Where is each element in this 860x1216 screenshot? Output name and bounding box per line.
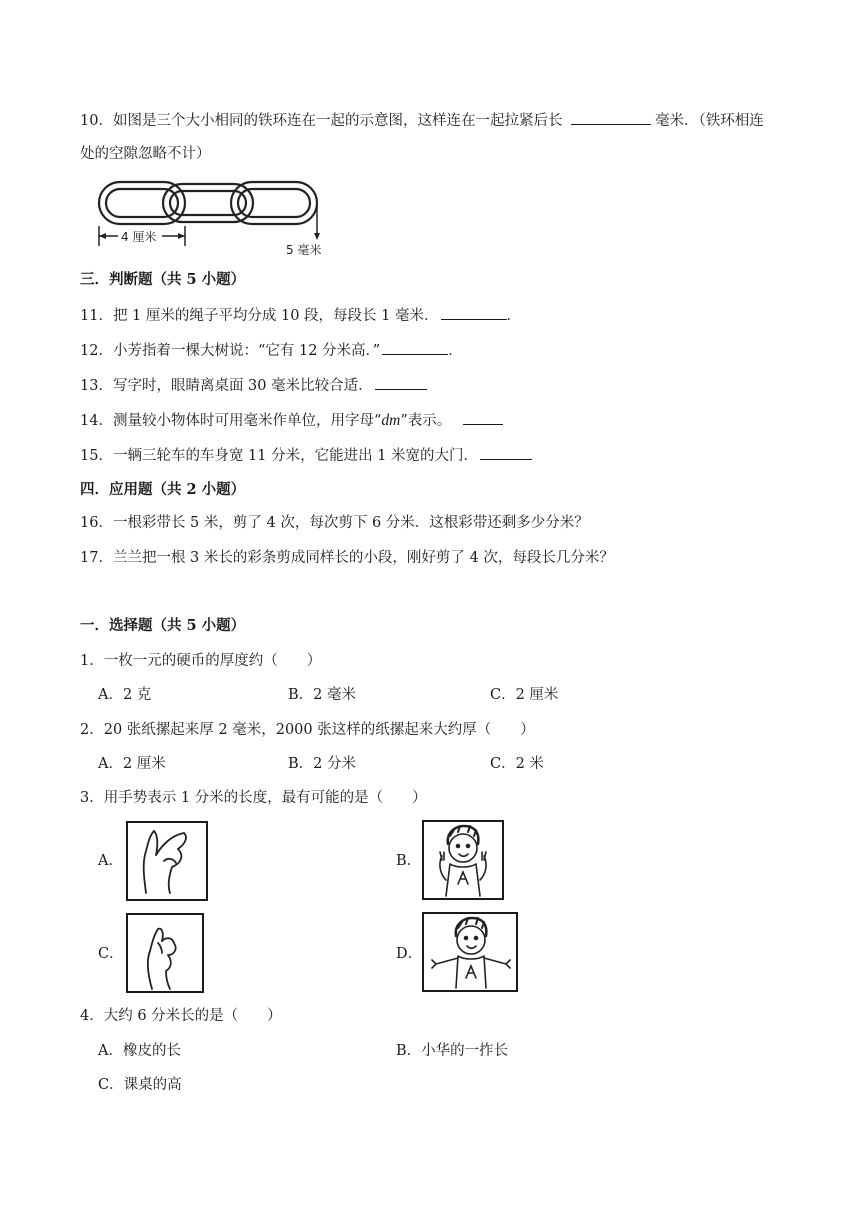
question-11-text: 11．把 1 厘米的绳子平均分成 10 段，每段长 1 毫米． xyxy=(80,308,439,324)
question-10-line-1 xyxy=(80,110,764,131)
question-3-option-b[interactable]: B． xyxy=(396,853,422,869)
child-gesture-icon xyxy=(424,822,502,898)
answer-blank[interactable] xyxy=(441,305,507,320)
hand-gesture-picture-a[interactable] xyxy=(126,821,208,901)
question-12 xyxy=(80,340,463,361)
pinch-gesture-icon xyxy=(128,915,202,991)
question-15 xyxy=(80,445,532,466)
question-15-text: 15．一辆三轮车的车身宽 11 分米，它能进出 1 米宽的大门． xyxy=(80,448,479,464)
section-4-heading: 四．应用题（共 2 小题） xyxy=(80,481,246,498)
child-arms-spread-icon xyxy=(424,914,516,990)
child-gesture-picture-b[interactable] xyxy=(422,820,504,900)
question-3-option-d[interactable]: D． xyxy=(396,946,423,962)
unit-symbol: dm xyxy=(381,412,401,429)
answer-blank[interactable] xyxy=(382,340,448,355)
hand-gesture-icon xyxy=(128,823,206,899)
question-4-stem: 4．大约 6 分米长的是（ ） xyxy=(80,1008,282,1024)
question-13-text: 13．写字时，眼睛离桌面 30 毫米比较合适． xyxy=(80,378,373,394)
period: ． xyxy=(506,308,522,324)
question-10-line-2: 处的空隙忽略不计） xyxy=(80,146,211,162)
hand-gesture-picture-c[interactable] xyxy=(126,913,204,993)
chain-ring-middle-inner xyxy=(170,191,246,215)
question-4-option-b[interactable]: B．小华的一拃长 xyxy=(396,1043,509,1059)
answer-blank[interactable] xyxy=(375,375,427,390)
dimension-label-5mm: 5 毫米 xyxy=(286,243,322,257)
child-gesture-picture-d[interactable] xyxy=(422,912,518,992)
answer-blank[interactable] xyxy=(463,410,503,425)
answer-blank[interactable] xyxy=(571,110,651,125)
question-11 xyxy=(80,305,521,326)
section-1-heading: 一．选择题（共 5 小题） xyxy=(80,617,246,634)
chain-ring-middle-outer xyxy=(163,184,253,222)
question-3-stem: 3．用手势表示 1 分米的长度，最有可能的是（ ） xyxy=(80,790,427,806)
question-10-text-tail: 毫米．（铁环相连 xyxy=(655,113,764,129)
question-13 xyxy=(80,375,427,396)
question-1-option-c[interactable]: C．2 厘米 xyxy=(490,687,559,703)
question-14-text: 14．测量较小物体时可用毫米作单位，用字母“ xyxy=(80,413,382,429)
chain-ring-right-inner xyxy=(238,189,310,217)
question-3-option-a[interactable]: A． xyxy=(98,853,123,869)
question-1-option-b[interactable]: B．2 毫米 xyxy=(288,687,356,703)
question-12-text: 12．小芳指着一棵大树说：“它有 12 分米高．” xyxy=(80,343,381,359)
section-3-heading: 三．判断题（共 5 小题） xyxy=(80,271,246,288)
question-2-option-b[interactable]: B．2 分米 xyxy=(288,756,356,772)
question-1-stem: 1．一枚一元的硬币的厚度约（ ） xyxy=(80,653,322,669)
period: ． xyxy=(448,343,463,359)
answer-blank[interactable] xyxy=(480,445,532,460)
question-14-text-tail: ”表示。 xyxy=(400,413,452,429)
question-2-option-c[interactable]: C．2 米 xyxy=(490,756,544,772)
dimension-label-4cm: 4 厘米 xyxy=(121,230,157,244)
chain-ring-left-inner xyxy=(106,189,178,217)
question-2-stem: 2．20 张纸摞起来厚 2 毫米，2000 张这样的纸摞起来大约厚（ ） xyxy=(80,722,535,738)
question-16: 16．一根彩带长 5 米，剪了 4 次，每次剪下 6 分米．这根彩带还剩多少分米？ xyxy=(80,515,589,531)
question-4-option-a[interactable]: A．橡皮的长 xyxy=(98,1043,181,1059)
question-4-option-c[interactable]: C．课桌的高 xyxy=(98,1077,182,1093)
chain-rings-figure xyxy=(96,176,336,260)
question-14 xyxy=(80,410,503,431)
question-2-option-a[interactable]: A．2 厘米 xyxy=(98,756,166,772)
question-1-option-a[interactable]: A．2 克 xyxy=(98,687,152,703)
question-10-text: 10．如图是三个大小相同的铁环连在一起的示意图，这样连在一起拉紧后长 xyxy=(80,113,563,129)
question-17: 17．兰兰把一根 3 米长的彩条剪成同样长的小段，刚好剪了 4 次，每段长几分米？ xyxy=(80,550,614,566)
question-3-option-c[interactable]: C． xyxy=(98,946,124,962)
